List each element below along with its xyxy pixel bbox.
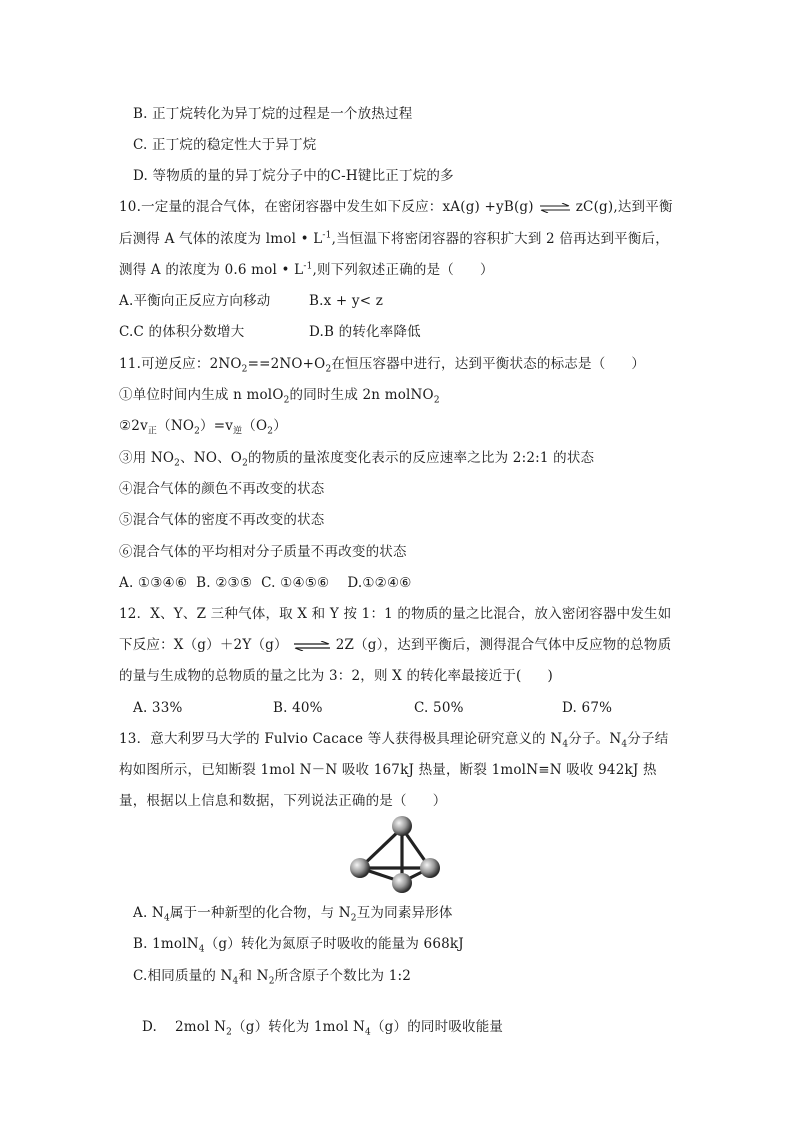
q13-option-d [133,997,503,1037]
q13-optD-pre: D. 2mol N [141,1019,227,1035]
q12-option-b: B. 40% [273,700,323,716]
q12-stem-line3 [119,666,553,686]
q10-line2-post: ,当恒温下将密闭容器的容积扩大到 2 倍再达到平衡后， [331,231,669,247]
q11-item-5: ⑤混合气体的密度不再改变的状态 [119,512,325,528]
q11-stem-c: 在恒压容器中进行，达到平衡状态的标志是（ [331,356,606,372]
q11-item2-e: ） [273,418,287,434]
q11-item2-d: （O [242,418,268,434]
q10-line3-sup: -1 [303,261,313,272]
q11-item2-a: ②2v [119,418,148,434]
q13-sub4: 4 [198,944,205,955]
q10-stem-line1-pre: 10.一定量的混合气体，在密闭容器中发生如下反应：xA(g) +yB(g) [119,199,534,215]
q13-stem-line2: 构如图所示，已知断裂 1mol N－N 吸收 167kJ 热量，断裂 1molN≡N 吸收 942kJ 热 [119,762,657,778]
q11-sub: 2 [242,458,248,469]
q13-optC-mid: 和 N [238,968,269,984]
q11-stem [119,354,645,374]
q11-sub: 2 [194,426,201,437]
q13-option-a [133,903,453,923]
q11-item-6: ⑥混合气体的平均相对分子质量不再改变的状态 [119,544,407,560]
q11-item-3 [119,448,594,468]
q10-option-c: C.C 的体积分数增大 [119,324,245,340]
q11-sub: 2 [283,395,290,406]
q13-line1-mid: 分子。N [568,731,622,747]
nitrogen-atom [350,858,370,878]
q11-item2-ni: 逆 [233,426,243,437]
q12-option-d: D. 67% [562,700,613,716]
q11-sub: 2 [325,364,332,375]
q13-optA-mid: 属于一种新型的化合物，与 N [169,905,351,921]
q13-sub2: 2 [268,976,275,987]
q10-option-d: D.B 的转化率降低 [309,324,421,340]
q10-line3-post: ,则下列叙述正确的是（ [312,262,455,278]
q13-line3: 量，根据以上信息和数据，下列说法正确的是（ [119,793,407,809]
q13-sub4: 4 [232,976,239,987]
q11-item3-c: 的物质的量浓度变化表示的反应速率之比为 2:2:1 的状态 [248,450,595,466]
n4-bonds [360,828,430,882]
q12-stem-line1: 12．X、Y、Z 三种气体，取 X 和 Y 按 1：1 的物质的量之比混合，放入密闭容器中发生如 [119,606,672,622]
q11-item1-b: 的同时生成 2n molNO [289,387,434,403]
q13-sub2: 2 [350,913,357,924]
q12-line3: 的量与生成物的总物质的量之比为 3：2，则 X 的转化率最接近于( [119,668,522,684]
q9-option-d: D. 等物质的量的异丁烷分子中的C-H键比正丁烷的多 [133,168,454,184]
q11-item-1 [119,385,440,405]
q13-option-c [133,966,411,986]
q12-line3-close: ) [547,668,553,684]
q13-optB-post: （g）转化为氮原子时吸收的能量为 668kJ [204,936,464,952]
q11-item3-a: ③用 NO [119,450,175,466]
q12-stem-line2 [119,635,671,655]
q11-stem-b: ==2NO+O [247,356,326,372]
q13-line3-close: ） [432,793,447,809]
q11-stem-a: 11.可逆反应：2NO [119,356,242,372]
q11-item3-b: 、NO、O [180,450,243,466]
q13-stem-line1 [119,729,668,749]
q10-stem-line1-post: zC(g),达到平衡 [575,199,673,215]
q10-line2-pre: 后测得 A 气体的浓度为 lmol • L [119,231,323,247]
q11-sub: 2 [241,364,248,375]
q13-optC-pre: C.相同质量的 N [133,968,233,984]
q13-line1-post: 分子结 [627,731,669,747]
nitrogen-atom [392,873,412,893]
q13-line1-pre: 13．意大利罗马大学的 Fulvio Cacace 等人获得极具理论研究意义的 N [119,731,563,747]
n4-molecule-figure [346,814,446,896]
q13-sub4: 4 [163,913,170,924]
q13-sub4: 4 [365,1027,371,1038]
q11-stem-close: ） [631,356,646,372]
q11-item-4: ④混合气体的颜色不再改变的状态 [119,481,325,497]
q10-line2-sup: -1 [322,230,332,241]
q13-optA-post: 互为同素异形体 [356,905,453,921]
q13-optA-pre: A. N [133,905,164,921]
q12-option-a: A. 33% [133,700,183,716]
q12-line2-post: 2Z（g），达到平衡后，测得混合气体中反应物的总物质 [335,637,672,653]
q13-stem-line3 [119,791,446,811]
equilibrium-arrow-icon [292,641,332,651]
q10-stem-line2 [119,229,669,249]
q13-sub4: 4 [562,739,569,750]
q9-option-b: B. 正丁烷转化为异丁烷的过程是一个放热过程 [133,106,413,122]
q13-optC-post: 所含原子个数比为 1:2 [274,968,412,984]
equilibrium-arrow-icon [538,203,572,213]
q9-option-c: C. 正丁烷的稳定性大于异丁烷 [133,137,317,153]
q11-item-2 [119,416,287,436]
q10-option-a: A.平衡向正反应方向移动 [119,293,271,309]
q13-optD-mid: （g）转化为 1mol N [232,1019,366,1035]
q11-options: A. ①③④⑥ B. ②③⑤ C. ①④⑤⑥ D.①②④⑥ [119,575,412,591]
q12-option-c: C. 50% [414,700,464,716]
q11-item2-c: ）=v [200,418,234,434]
q13-optD-post: （g）的同时吸收能量 [370,1019,504,1035]
q10-line3-pre: 测得 A 的浓度为 0.6 mol • L [119,262,304,278]
q13-sub4: 4 [621,739,628,750]
nitrogen-atom [392,816,412,836]
nitrogen-atom [420,858,440,878]
q11-item2-zheng: 正 [147,426,158,437]
q10-stem-line1 [119,197,673,217]
q10-stem-line3 [119,260,494,280]
q10-option-b: B.x + y< z [309,293,384,309]
q11-item2-b: （NO [157,418,195,434]
q11-sub: 2 [267,426,274,437]
q12-line2-pre: 下反应：X（g）＋2Y（g） [119,637,288,653]
q10-line3-close: ） [480,262,494,278]
q11-item1-a: ①单位时间内生成 n molO [119,387,284,403]
q11-sub: 2 [433,395,440,406]
q13-optB-pre: B. 1molN [133,936,199,952]
q11-sub: 2 [174,458,181,469]
q13-option-b [133,934,464,954]
q13-sub2: 2 [226,1027,233,1038]
